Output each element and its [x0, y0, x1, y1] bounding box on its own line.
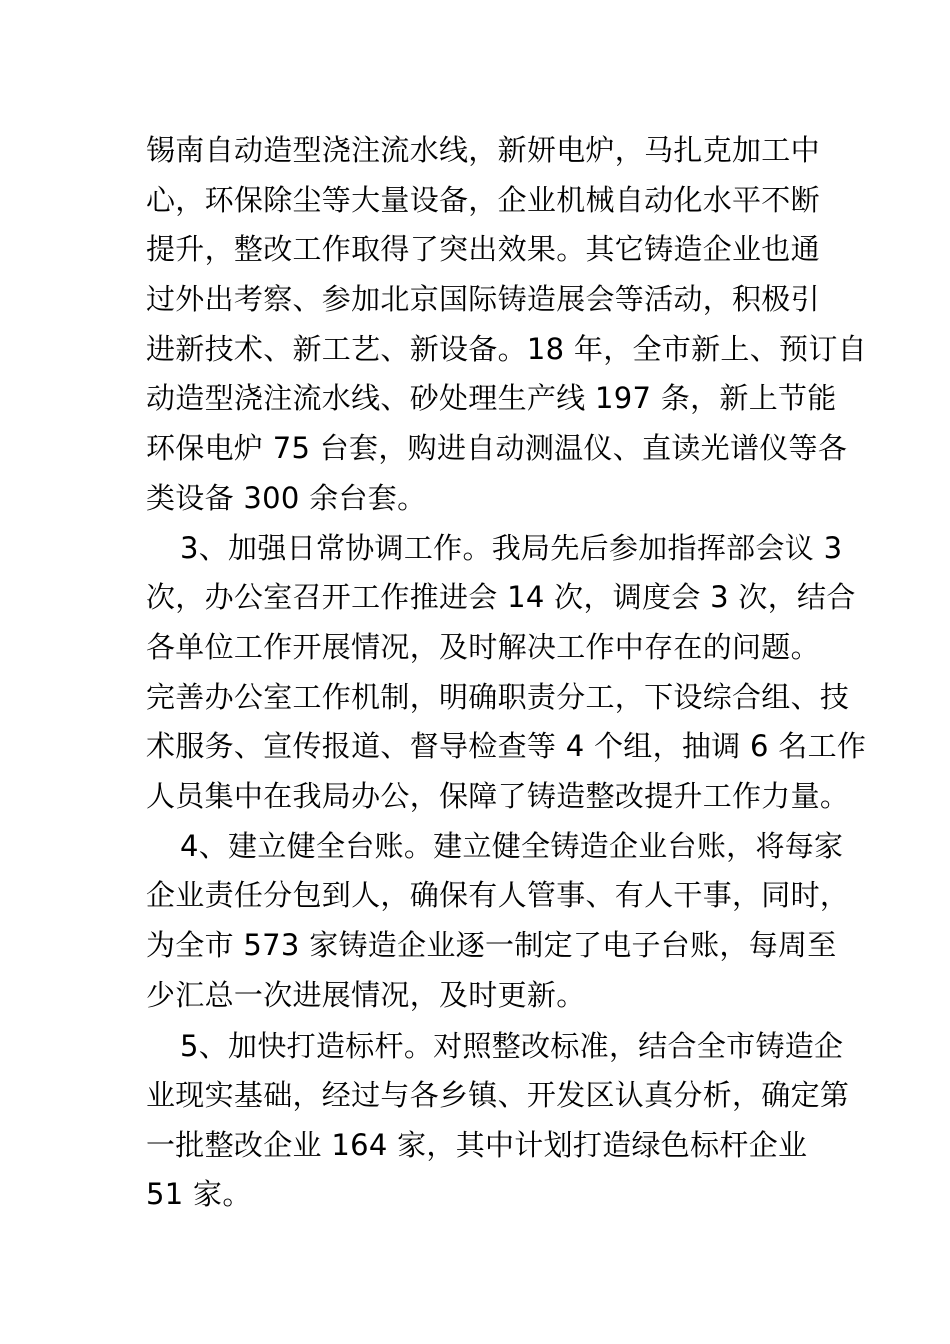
text-line: 业现实基础，经过与各乡镇、开发区认真分析，确定第	[146, 1078, 850, 1112]
paragraph-heading-5: 5、加快打造标杆。对照整改标准，结合全市铸造企	[180, 1029, 844, 1063]
text-line: 进新技术、新工艺、新设备。18 年，全市新上、预订自	[146, 332, 867, 366]
text-line: 人员集中在我局办公，保障了铸造整改提升工作力量。	[146, 779, 850, 813]
text-line: 企业责任分包到人，确保有人管事、有人干事，同时，	[146, 878, 850, 912]
text-line: 51 家。	[146, 1177, 252, 1211]
text-line: 心，环保除尘等大量设备，企业机械自动化水平不断	[146, 183, 820, 217]
text-line: 次，办公室召开工作推进会 14 次，调度会 3 次，结合	[146, 580, 856, 614]
text-line: 术服务、宣传报道、督导检查等 4 个组，抽调 6 名工作	[146, 729, 867, 763]
text-line: 一批整改企业 164 家，其中计划打造绿色标杆企业	[146, 1128, 808, 1162]
text-line: 各单位工作开展情况，及时解决工作中存在的问题。	[146, 630, 820, 664]
text-line: 过外出考察、参加北京国际铸造展会等活动，积极引	[146, 282, 820, 316]
text-line: 类设备 300 余台套。	[146, 481, 427, 515]
text-line: 环保电炉 75 台套，购进自动测温仪、直读光谱仪等各	[146, 431, 848, 465]
text-line: 提升，整改工作取得了突出效果。其它铸造企业也通	[146, 232, 820, 266]
text-line: 锡南自动造型浇注流水线，新妍电炉，马扎克加工中	[146, 133, 820, 167]
text-line: 为全市 573 家铸造企业逐一制定了电子台账，每周至	[146, 928, 837, 962]
text-line: 动造型浇注流水线、砂处理生产线 197 条，新上节能	[146, 381, 837, 415]
paragraph-heading-3: 3、加强日常协调工作。我局先后参加指挥部会议 3	[180, 531, 843, 565]
paragraph-heading-4: 4、建立健全台账。建立健全铸造企业台账，将每家	[180, 829, 844, 863]
text-line: 完善办公室工作机制，明确职责分工，下设综合组、技	[146, 680, 850, 714]
text-line: 少汇总一次进展情况，及时更新。	[146, 978, 586, 1012]
